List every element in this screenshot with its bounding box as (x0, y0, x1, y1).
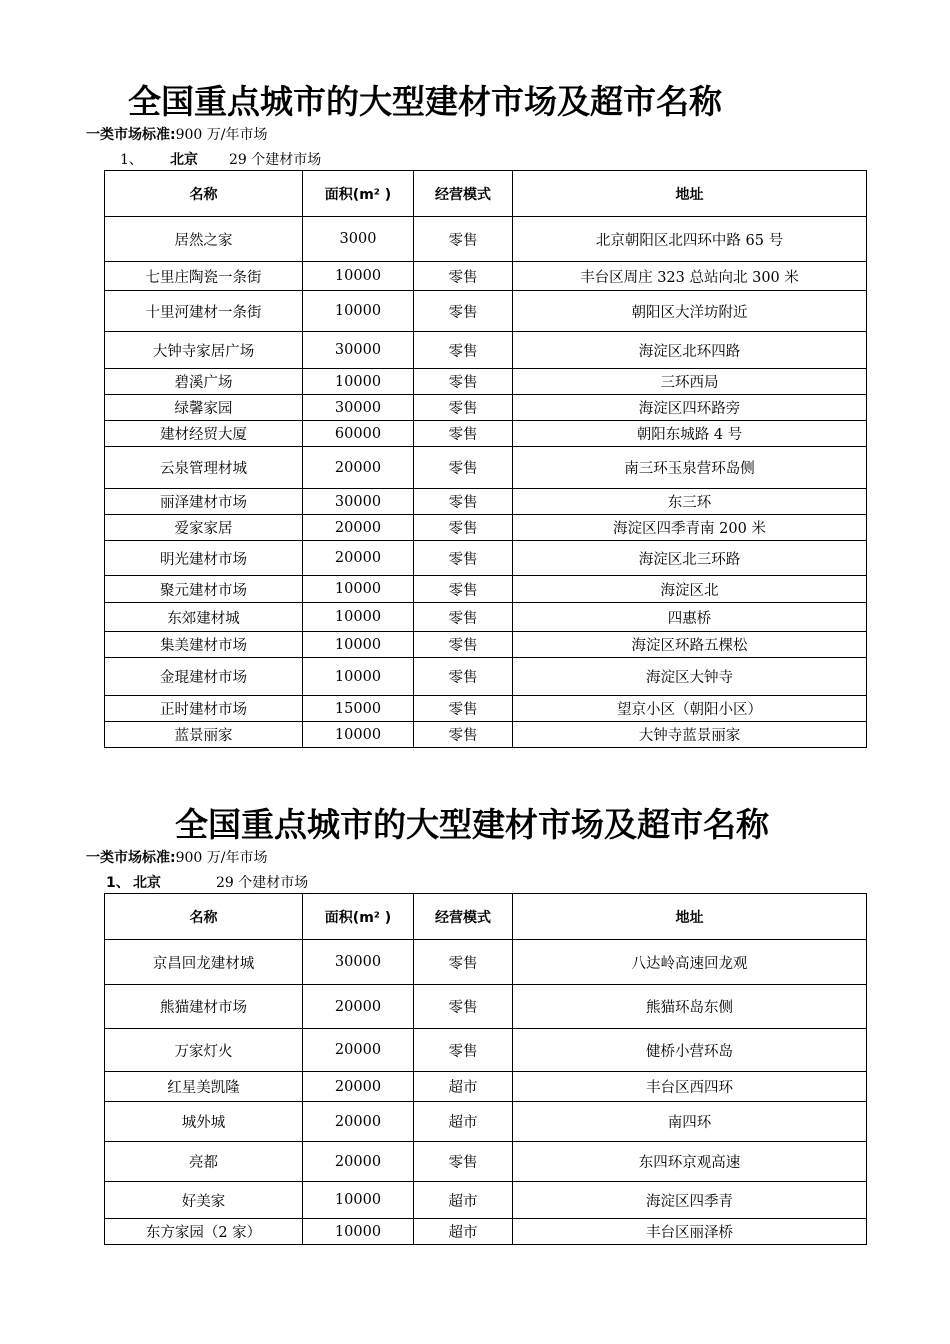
cell-area: 60000 (303, 421, 414, 447)
city-count: 29 个建材市场 (229, 152, 322, 168)
cell-mode: 零售 (414, 369, 513, 395)
table-row (105, 541, 867, 576)
cell-address: 丰台区西四环 (513, 1072, 867, 1102)
cell-name: 七里庄陶瓷一条街 (105, 262, 303, 291)
table-row (105, 1142, 867, 1182)
cell-address: 海淀区大钟寺 (513, 658, 867, 696)
cell-name: 京昌回龙建材城 (105, 940, 303, 985)
standard-value-2: 900 万/年市场 (175, 850, 268, 866)
table-row (105, 1102, 867, 1142)
cell-address: 南三环玉泉营环岛侧 (513, 447, 867, 489)
cell-name: 集美建材市场 (105, 632, 303, 658)
cell-address: 东三环 (513, 489, 867, 515)
cell-area: 20000 (303, 1142, 414, 1182)
cell-name: 大钟寺家居广场 (105, 332, 303, 369)
cell-address: 海淀区环路五棵松 (513, 632, 867, 658)
cell-area: 30000 (303, 940, 414, 985)
cell-address: 朝阳东城路 4 号 (513, 421, 867, 447)
cell-area: 10000 (303, 632, 414, 658)
city-index: 1、 (120, 152, 143, 168)
table-row (105, 395, 867, 421)
cell-mode: 零售 (414, 515, 513, 541)
market-standard (86, 124, 268, 144)
cell-mode: 超市 (414, 1219, 513, 1245)
cell-mode: 零售 (414, 217, 513, 262)
header-name: 名称 (105, 171, 303, 217)
cell-mode: 零售 (414, 291, 513, 332)
cell-area: 3000 (303, 217, 414, 262)
cell-mode: 零售 (414, 576, 513, 603)
city-count-2: 29 个建材市场 (216, 875, 309, 891)
cell-address: 海淀区四季青 (513, 1182, 867, 1219)
market-table-2 (104, 893, 867, 1245)
table-row (105, 576, 867, 603)
cell-area: 30000 (303, 395, 414, 421)
cell-area: 10000 (303, 1182, 414, 1219)
cell-address: 八达岭高速回龙观 (513, 940, 867, 985)
cell-area: 10000 (303, 1219, 414, 1245)
cell-area: 30000 (303, 332, 414, 369)
header-address: 地址 (513, 171, 867, 217)
city-name: 北京 (170, 152, 198, 168)
table-row (105, 515, 867, 541)
header-area: 面积(m² ) (303, 894, 414, 940)
table-header-row (105, 894, 867, 940)
cell-name: 明光建材市场 (105, 541, 303, 576)
cell-mode: 零售 (414, 985, 513, 1029)
cell-address: 海淀区北环四路 (513, 332, 867, 369)
standard-value: 900 万/年市场 (175, 127, 268, 143)
page-title: 全国重点城市的大型建材市场及超市名称 (128, 82, 722, 121)
cell-address: 丰台区周庄 323 总站向北 300 米 (513, 262, 867, 291)
cell-name: 碧溪广场 (105, 369, 303, 395)
cell-mode: 零售 (414, 603, 513, 632)
cell-name: 居然之家 (105, 217, 303, 262)
cell-name: 建材经贸大厦 (105, 421, 303, 447)
cell-mode: 零售 (414, 489, 513, 515)
cell-area: 20000 (303, 1072, 414, 1102)
cell-mode: 超市 (414, 1182, 513, 1219)
cell-mode: 零售 (414, 658, 513, 696)
cell-name: 万家灯火 (105, 1029, 303, 1072)
header-area: 面积(m² ) (303, 171, 414, 217)
cell-area: 10000 (303, 262, 414, 291)
standard-label: 一类市场标准: (86, 127, 176, 143)
cell-address: 三环西局 (513, 369, 867, 395)
table-row (105, 985, 867, 1029)
header-mode: 经营模式 (414, 171, 513, 217)
table-row (105, 696, 867, 722)
table-row (105, 1029, 867, 1072)
cell-name: 云泉管理材城 (105, 447, 303, 489)
cell-mode: 零售 (414, 395, 513, 421)
market-table (104, 170, 867, 748)
cell-mode: 零售 (414, 940, 513, 985)
table-row (105, 658, 867, 696)
table-row (105, 369, 867, 395)
cell-address: 熊猫环岛东侧 (513, 985, 867, 1029)
cell-mode: 零售 (414, 262, 513, 291)
cell-mode: 零售 (414, 632, 513, 658)
cell-area: 20000 (303, 515, 414, 541)
cell-name: 丽泽建材市场 (105, 489, 303, 515)
header-mode: 经营模式 (414, 894, 513, 940)
table-row (105, 421, 867, 447)
cell-area: 20000 (303, 985, 414, 1029)
table-row (105, 1219, 867, 1245)
cell-area: 10000 (303, 658, 414, 696)
cell-address: 大钟寺蓝景丽家 (513, 722, 867, 748)
cell-area: 10000 (303, 369, 414, 395)
table-row (105, 1072, 867, 1102)
cell-mode: 超市 (414, 1102, 513, 1142)
table-row (105, 217, 867, 262)
cell-name: 城外城 (105, 1102, 303, 1142)
cell-mode: 零售 (414, 1142, 513, 1182)
cell-area: 20000 (303, 1102, 414, 1142)
city-index-2: 1、 (106, 875, 130, 891)
header-address: 地址 (513, 894, 867, 940)
cell-area: 20000 (303, 541, 414, 576)
cell-area: 10000 (303, 576, 414, 603)
cell-name: 东郊建材城 (105, 603, 303, 632)
cell-address: 四惠桥 (513, 603, 867, 632)
cell-area: 10000 (303, 722, 414, 748)
cell-mode: 零售 (414, 332, 513, 369)
cell-name: 爱家家居 (105, 515, 303, 541)
cell-address: 海淀区四季青南 200 米 (513, 515, 867, 541)
table-row (105, 489, 867, 515)
cell-address: 南四环 (513, 1102, 867, 1142)
cell-address: 东四环京观高速 (513, 1142, 867, 1182)
table-row (105, 262, 867, 291)
table-row (105, 332, 867, 369)
city-name-2: 北京 (133, 875, 161, 891)
cell-address: 海淀区四环路旁 (513, 395, 867, 421)
cell-mode: 零售 (414, 722, 513, 748)
cell-name: 东方家园（2 家） (105, 1219, 303, 1245)
cell-name: 熊猫建材市场 (105, 985, 303, 1029)
header-name: 名称 (105, 894, 303, 940)
cell-address: 健桥小营环岛 (513, 1029, 867, 1072)
cell-mode: 零售 (414, 447, 513, 489)
cell-area: 30000 (303, 489, 414, 515)
standard-label-2: 一类市场标准: (86, 850, 176, 866)
cell-name: 金琨建材市场 (105, 658, 303, 696)
table-row (105, 291, 867, 332)
cell-mode: 零售 (414, 696, 513, 722)
cell-name: 聚元建材市场 (105, 576, 303, 603)
market-standard-2 (86, 847, 268, 867)
cell-name: 正时建材市场 (105, 696, 303, 722)
cell-address: 北京朝阳区北四环中路 65 号 (513, 217, 867, 262)
cell-name: 绿馨家园 (105, 395, 303, 421)
cell-address: 丰台区丽泽桥 (513, 1219, 867, 1245)
cell-area: 10000 (303, 291, 414, 332)
cell-area: 10000 (303, 603, 414, 632)
table-row (105, 447, 867, 489)
cell-area: 20000 (303, 447, 414, 489)
page-title-2: 全国重点城市的大型建材市场及超市名称 (175, 805, 769, 844)
cell-address: 海淀区北三环路 (513, 541, 867, 576)
cell-address: 朝阳区大洋坊附近 (513, 291, 867, 332)
cell-mode: 零售 (414, 1029, 513, 1072)
cell-name: 好美家 (105, 1182, 303, 1219)
cell-address: 海淀区北 (513, 576, 867, 603)
cell-mode: 超市 (414, 1072, 513, 1102)
table-row (105, 722, 867, 748)
table-row (105, 632, 867, 658)
table-row (105, 603, 867, 632)
table-row (105, 940, 867, 985)
table-header-row (105, 171, 867, 217)
cell-name: 红星美凯隆 (105, 1072, 303, 1102)
cell-name: 亮都 (105, 1142, 303, 1182)
table-row (105, 1182, 867, 1219)
cell-area: 15000 (303, 696, 414, 722)
cell-area: 20000 (303, 1029, 414, 1072)
cell-address: 望京小区（朝阳小区） (513, 696, 867, 722)
cell-name: 十里河建材一条街 (105, 291, 303, 332)
cell-mode: 零售 (414, 421, 513, 447)
cell-mode: 零售 (414, 541, 513, 576)
cell-name: 蓝景丽家 (105, 722, 303, 748)
